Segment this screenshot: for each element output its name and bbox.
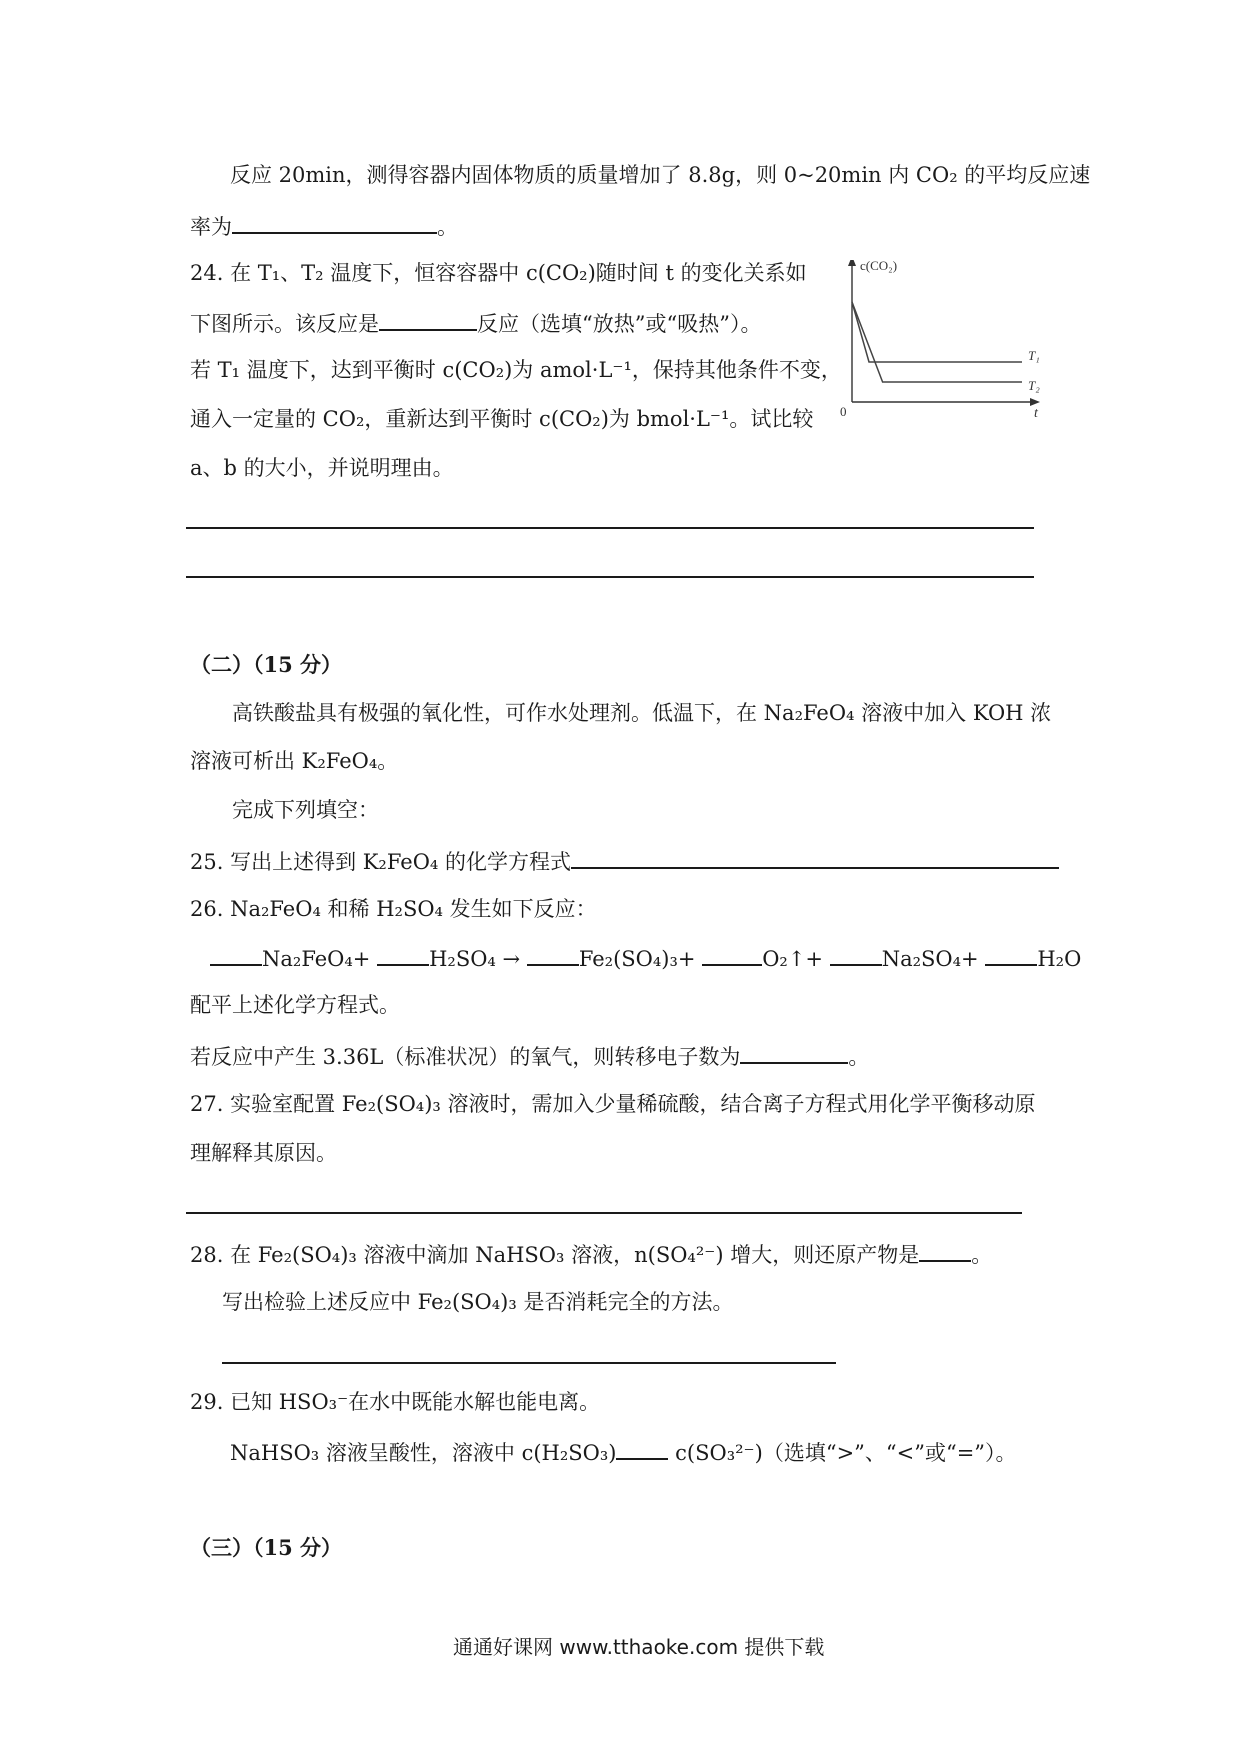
- q25-text: 25. 写出上述得到 K₂FeO₄ 的化学方程式: [190, 850, 572, 874]
- coef-blank-6[interactable]: [985, 942, 1037, 966]
- coef-blank-5[interactable]: [830, 942, 882, 966]
- q26-line4-end: 。: [848, 1045, 870, 1069]
- eq-term-5: Na₂SO₄+: [881, 947, 979, 971]
- section2-intro2: 溶液可析出 K₂FeO₄。: [190, 749, 399, 773]
- q24-line5: a、b 的大小，并说明理由。: [190, 456, 454, 480]
- eq-term-2: H₂SO₄ →: [429, 947, 521, 971]
- section3-heading: （三）（15 分）: [190, 1535, 343, 1560]
- origin-label: 0: [840, 404, 847, 419]
- q29-answer-blank[interactable]: [616, 1436, 668, 1460]
- coef-blank-4[interactable]: [702, 942, 762, 966]
- q25-answer-blank[interactable]: [571, 845, 1059, 869]
- q26-line4-text: 若反应中产生 3.36L（标准状况）的氧气，则转移电子数为: [190, 1045, 741, 1069]
- q23-line2-end: 。: [437, 215, 458, 239]
- q24-line4: 通入一定量的 CO₂，重新达到平衡时 c(CO₂)为 bmol·L⁻¹。试比较: [190, 407, 814, 431]
- q24-line2-a: 下图所示。该反应是: [190, 312, 379, 336]
- q26-line3: 配平上述化学方程式。: [190, 993, 400, 1017]
- q24-line2-b: 反应（选填“放热”或“吸热”）。: [477, 312, 762, 336]
- series-line-2: [852, 302, 1022, 382]
- q28-answer-blank[interactable]: [919, 1238, 971, 1262]
- chart-lines: [852, 302, 1022, 382]
- q29-line2-a: NaHSO₃ 溶液呈酸性，溶液中 c(H₂SO₃): [230, 1441, 617, 1465]
- q23-line1: 反应 20min，测得容器内固体物质的质量增加了 8.8g，则 0~20min 内 CO₂ 的平均反应速: [230, 163, 1091, 187]
- q28-answer-line[interactable]: [222, 1362, 836, 1364]
- concentration-time-chart: [830, 260, 1045, 420]
- section2-intro1: 高铁酸盐具有极强的氧化性，可作水处理剂。低温下，在 Na₂FeO₄ 溶液中加入 KOH 浓: [232, 701, 1052, 725]
- series-label-1: T₁: [1028, 348, 1040, 363]
- footer-text: 通通好课网 www.tthaoke.com 提供下载: [453, 1635, 825, 1659]
- q28-line1-end: 。: [971, 1243, 993, 1267]
- coef-blank-2[interactable]: [377, 942, 429, 966]
- section2-prompt: 完成下列填空：: [232, 798, 379, 822]
- eq-term-3: Fe₂(SO₄)₃+: [578, 947, 696, 971]
- q24-line1: 24. 在 T₁、T₂ 温度下，恒容容器中 c(CO₂)随时间 t 的变化关系如: [190, 261, 807, 285]
- q26-equation: [210, 942, 1081, 974]
- q29-line2-b: c(SO₃²⁻)（选填“>”、“<”或“=”）。: [668, 1441, 1017, 1465]
- eq-term-1: Na₂FeO₄+: [262, 947, 371, 971]
- q24-line2: [190, 307, 761, 339]
- coef-blank-1[interactable]: [210, 942, 262, 966]
- q25-line: [190, 845, 1059, 877]
- section2-heading: （二）（15 分）: [190, 652, 343, 677]
- y-axis-arrow: [848, 260, 856, 266]
- q24-line3: 若 T₁ 温度下，达到平衡时 c(CO₂)为 amol·L⁻¹，保持其他条件不变，: [190, 358, 842, 382]
- q28-line1: [190, 1238, 992, 1270]
- q28-line1-text: 28. 在 Fe₂(SO₄)₃ 溶液中滴加 NaHSO₃ 溶液，n(SO₄²⁻) 增大，则还原产物是: [190, 1243, 920, 1267]
- q29-line2: [230, 1436, 1017, 1468]
- chart-axes: [848, 260, 1040, 406]
- series-label-2: T₂: [1028, 378, 1040, 393]
- eq-term-4: O₂↑+: [762, 947, 824, 971]
- q23-line2-text: 率为: [190, 215, 232, 239]
- q23-line2: [190, 210, 458, 242]
- q24-answer-blank[interactable]: [379, 307, 477, 331]
- q27-line2: 理解释其原因。: [190, 1141, 337, 1165]
- series-line-1: [852, 302, 1022, 362]
- q24-answer-line-1[interactable]: [186, 527, 1034, 529]
- q29-line1: 29. 已知 HSO₃⁻在水中既能水解也能电离。: [190, 1390, 601, 1414]
- eq-term-6: H₂O: [1037, 947, 1082, 971]
- x-axis-arrow: [1030, 398, 1040, 406]
- q26-line1: 26. Na₂FeO₄ 和稀 H₂SO₄ 发生如下反应：: [190, 897, 597, 921]
- q26-answer-blank[interactable]: [740, 1040, 848, 1064]
- q27-answer-line[interactable]: [186, 1212, 1022, 1214]
- q26-line4: [190, 1040, 869, 1072]
- chart-labels: [840, 260, 1040, 420]
- q24-answer-line-2[interactable]: [186, 576, 1034, 578]
- q27-line1: 27. 实验室配置 Fe₂(SO₄)₃ 溶液时，需加入少量稀硫酸，结合离子方程式用化学平衡移动原: [190, 1092, 1036, 1116]
- coef-blank-3[interactable]: [527, 942, 579, 966]
- q28-line2: 写出检验上述反应中 Fe₂(SO₄)₃ 是否消耗完全的方法。: [222, 1290, 734, 1314]
- q23-answer-blank[interactable]: [232, 210, 437, 234]
- x-axis-label: t: [1034, 406, 1038, 420]
- y-axis-label: c(CO₂): [860, 260, 898, 273]
